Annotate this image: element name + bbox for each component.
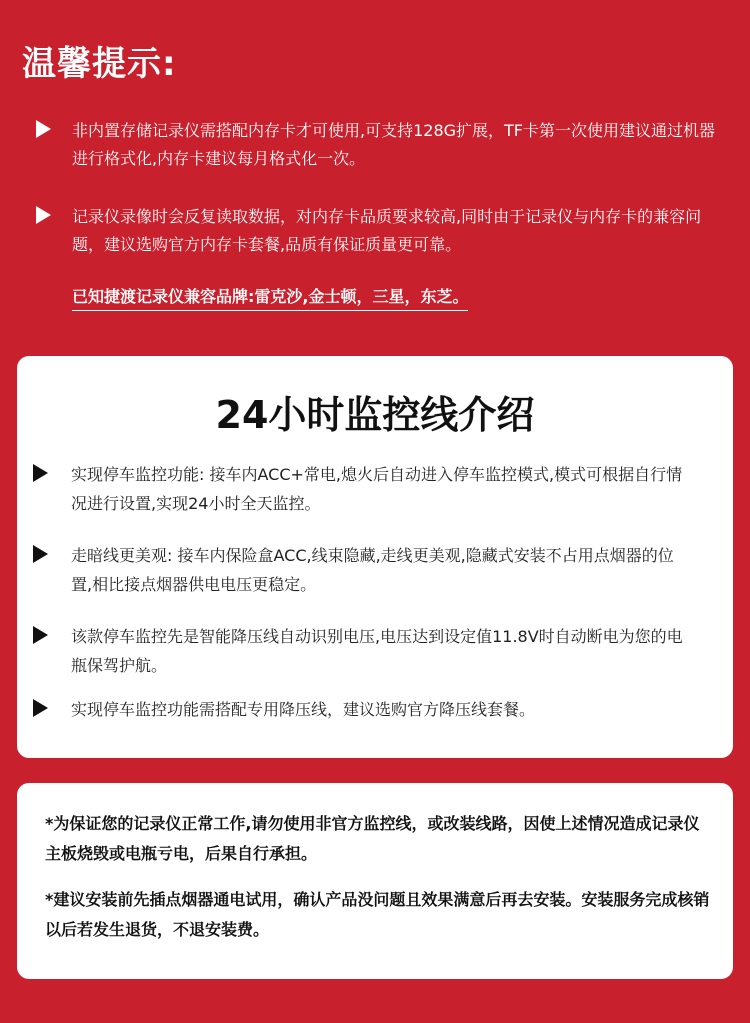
notice-text: 记录仪录像时会反复读取数据，对内存卡品质要求较高,同时由于记录仪与内存卡的兼容问题，建议选购官方内存卡套餐,品质有保证质量更可靠。 [72, 207, 702, 254]
feature-item [33, 695, 713, 724]
monitor-line-card [17, 356, 733, 758]
feature-text: 实现停车监控功能需搭配专用降压线，建议选购官方降压线套餐。 [71, 700, 536, 719]
triangle-bullet-icon [36, 206, 51, 224]
warning-card [17, 783, 733, 979]
triangle-bullet-icon [33, 699, 48, 717]
triangle-bullet-icon [33, 545, 48, 563]
triangle-bullet-icon [36, 120, 51, 138]
triangle-bullet-icon [33, 626, 48, 644]
notice-item [36, 117, 726, 173]
warning-text: *为保证您的记录仪正常工作,请勿使用非官方监控线，或改装线路，因使上述情况造成记录仪主板烧毁或电瓶亏电，后果自行承担。 [45, 814, 700, 863]
notice-text: 非内置存储记录仪需搭配内存卡才可使用,可支持128G扩展，TF卡第一次使用建议通过机器进行格式化,内存卡建议每月格式化一次。 [72, 121, 716, 168]
feature-text: 走暗线更美观: 接车内保险盒ACC,线束隐藏,走线更美观,隐藏式安装不占用点烟器的位置,相比接点烟器供电电压更稳定。 [71, 546, 674, 594]
feature-text: 该款停车监控先是智能降压线自动识别电压,电压达到设定值11.8V时自动断电为您的电瓶保驾护航。 [71, 627, 683, 675]
triangle-bullet-icon [33, 464, 48, 482]
feature-item [33, 622, 713, 680]
compatible-brands-note: 已知捷渡记录仪兼容品牌:雷克沙,金士顿，三星，东芝。 [72, 284, 468, 311]
feature-item [33, 541, 713, 599]
feature-text: 实现停车监控功能: 接车内ACC+常电,熄火后自动进入停车监控模式,模式可根据自行情况进行设置,实现24小时全天监控。 [71, 465, 683, 513]
notice-item [36, 203, 726, 259]
warning-text: *建议安装前先插点烟器通电试用，确认产品没问题且效果满意后再去安装。安装服务完成核销以后若发生退货，不退安装费。 [45, 890, 710, 939]
card-title: 24小时监控线介绍 [215, 393, 535, 437]
page-title: 温馨提示: [22, 44, 177, 84]
feature-item [33, 460, 713, 518]
